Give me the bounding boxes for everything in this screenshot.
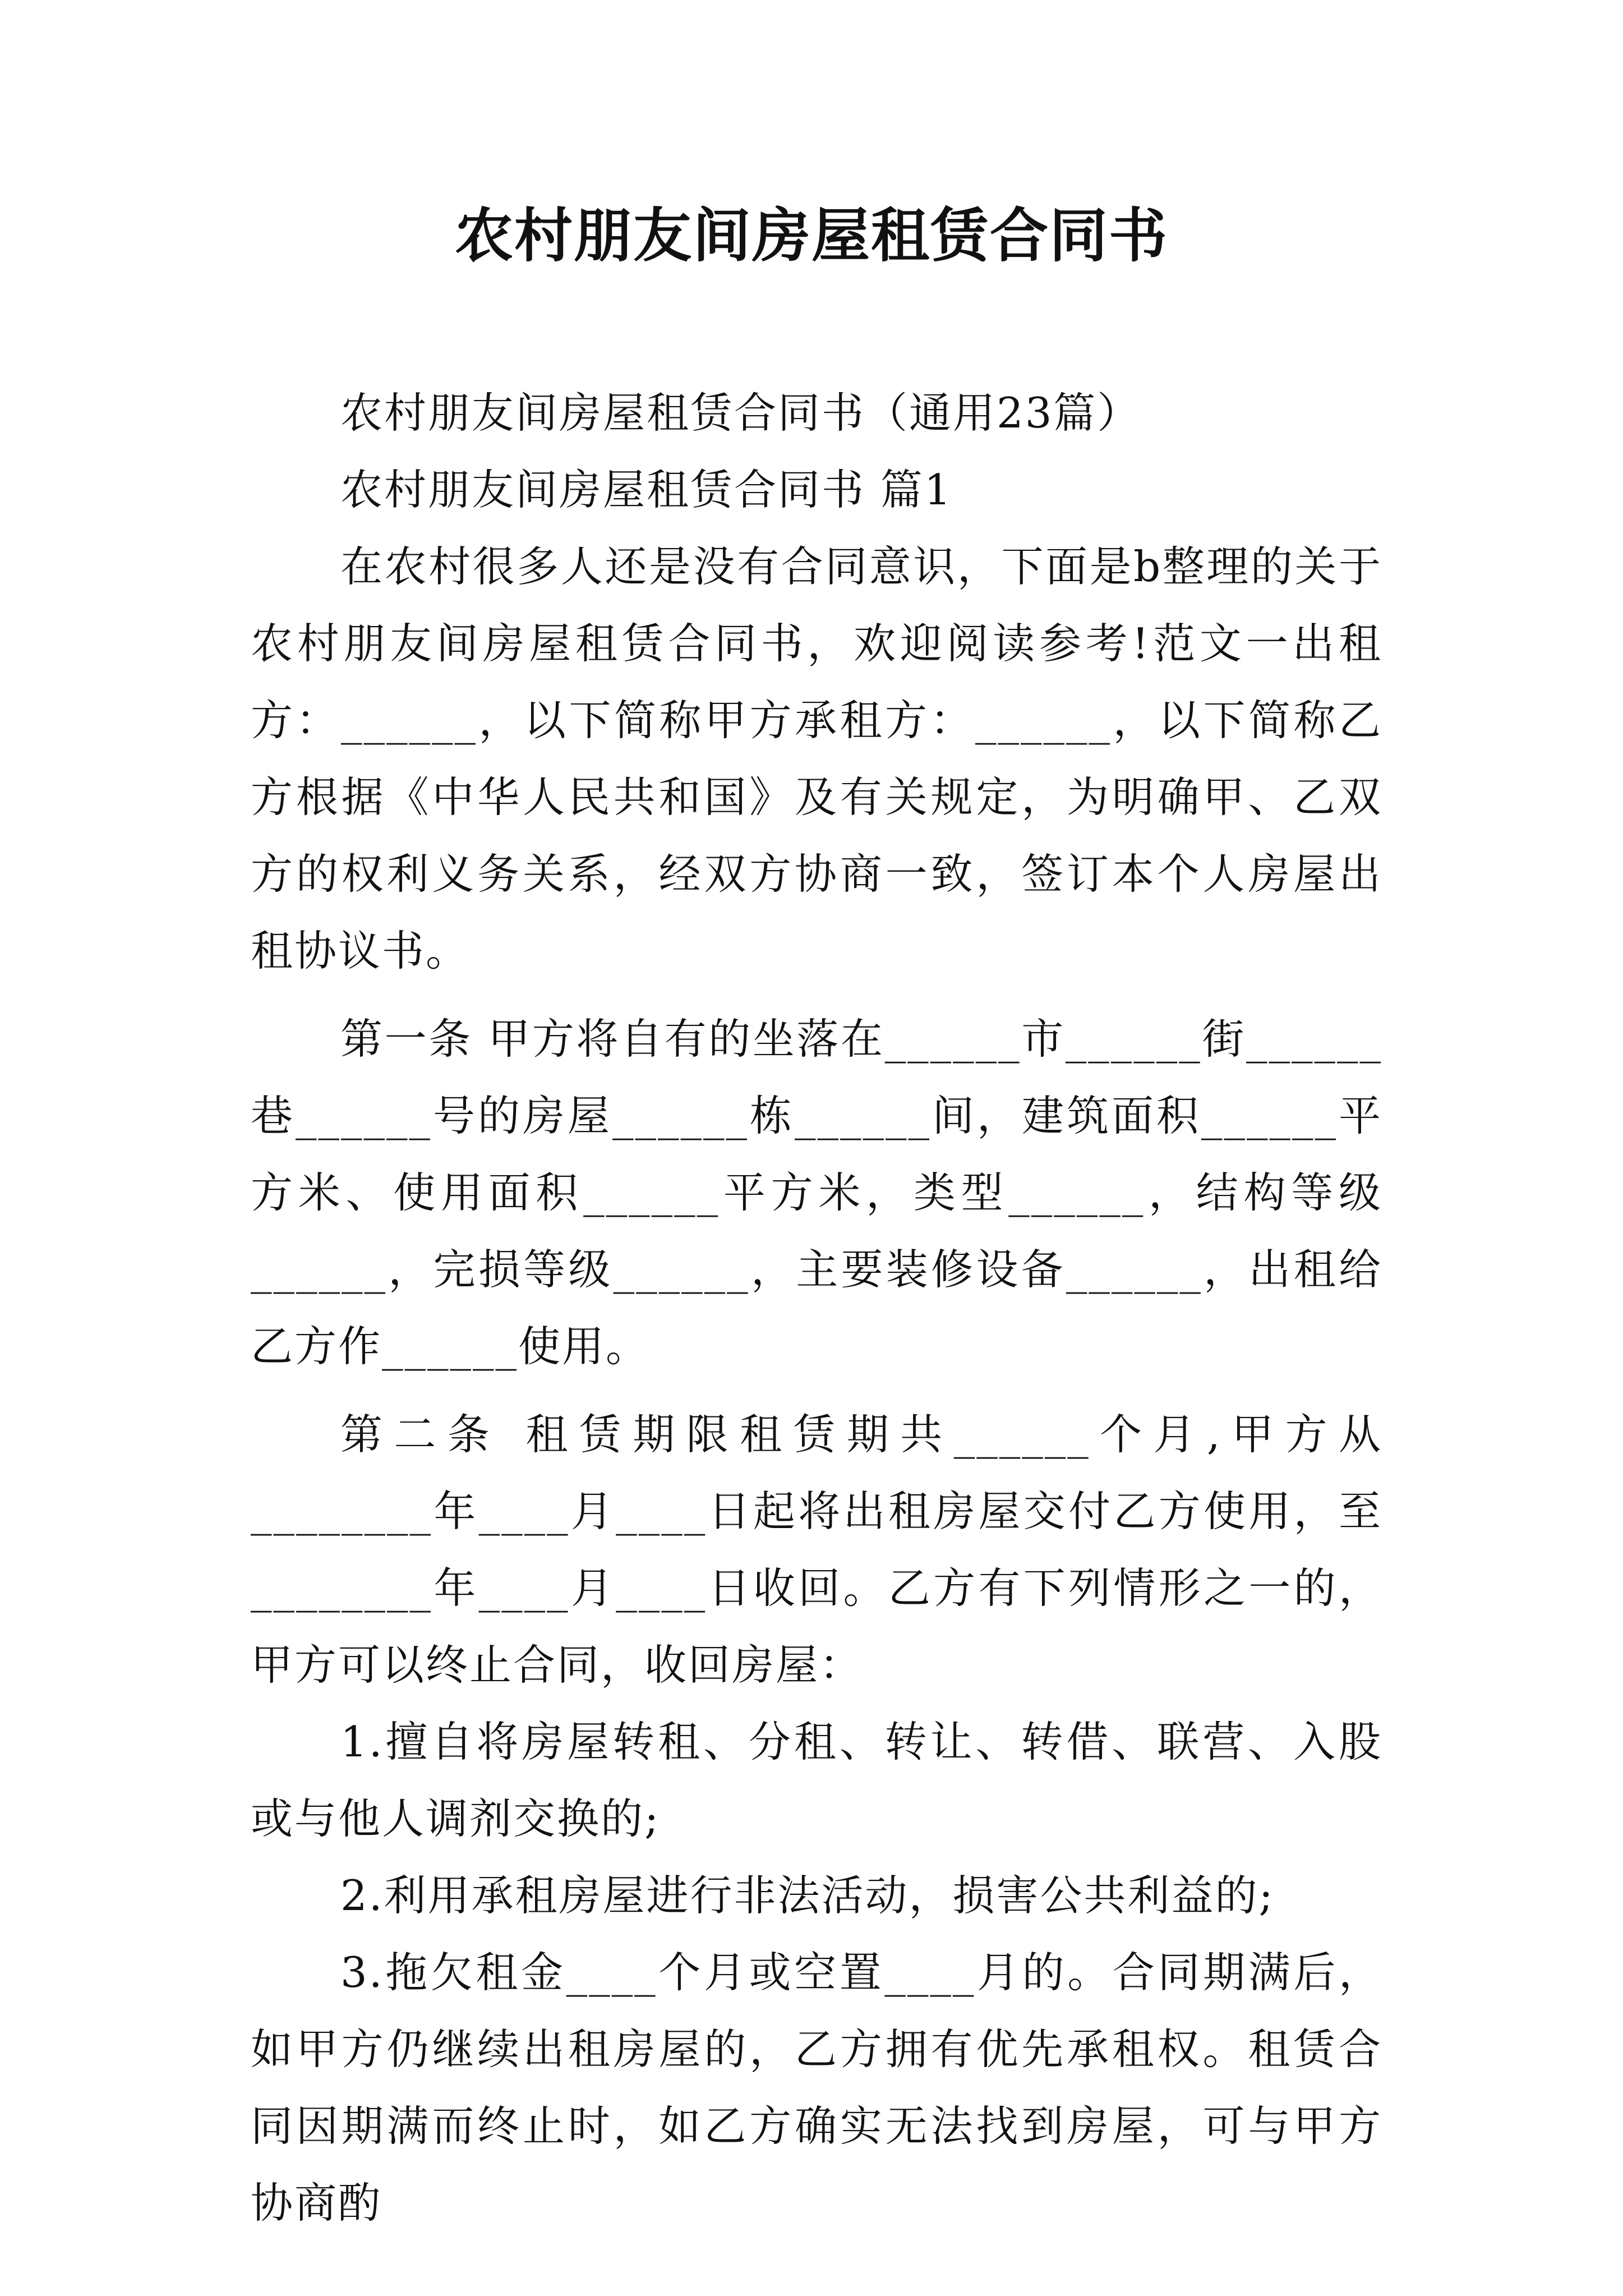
document-body — [251, 375, 1382, 2242]
list-item-1: 1.擅自将房屋转租、分租、转让、转借、联营、入股或与他人调剂交换的; — [251, 1717, 1382, 1843]
list-item-2: 2.利用承租房屋进行非法活动，损害公共利益的; — [340, 1871, 1275, 1920]
document-subtitle: 农村朋友间房屋租赁合同书（通用23篇） — [340, 388, 1141, 438]
document-title: 农村朋友间房屋租赁合同书 — [454, 201, 1168, 270]
section-heading: 农村朋友间房屋租赁合同书 篇1 — [340, 465, 953, 514]
list-item-3: 3.拖欠租金____个月或空置____月的。合同期满后，如甲方仍继续出租房屋的，乙方拥有优先承租权。租赁合同因期满而终止时，如乙方确实无法找到房屋，可与甲方协商酌 — [251, 1948, 1382, 2228]
intro-paragraph: 在农村很多人还是没有合同意识，下面是b整理的关于农村朋友间房屋租赁合同书，欢迎阅读参考!范文一出租方：______，以下简称甲方承租方：______，以下简称乙方根据《中华人民共和国》及有关规定，为明确甲、乙双方的权利义务关系，经双方协商一致，签订本个人房屋出租协议书。 — [251, 542, 1382, 976]
article-one-paragraph: 第一条 甲方将自有的坐落在______市______街______巷______号的房屋______栋______间，建筑面积______平方米、使用面积______平方米，类型______，结构等级______，完损等级______，主要装修设备______，出租给乙方作______使用。 — [251, 1014, 1382, 1371]
article-two-paragraph: 第二条 租赁期限租赁期共______个月,甲方从________年____月____日起将出租房屋交付乙方使用，至________年____月____日收回。乙方有下列情形之一的，甲方可以终止合同，收回房屋： — [251, 1410, 1382, 1690]
